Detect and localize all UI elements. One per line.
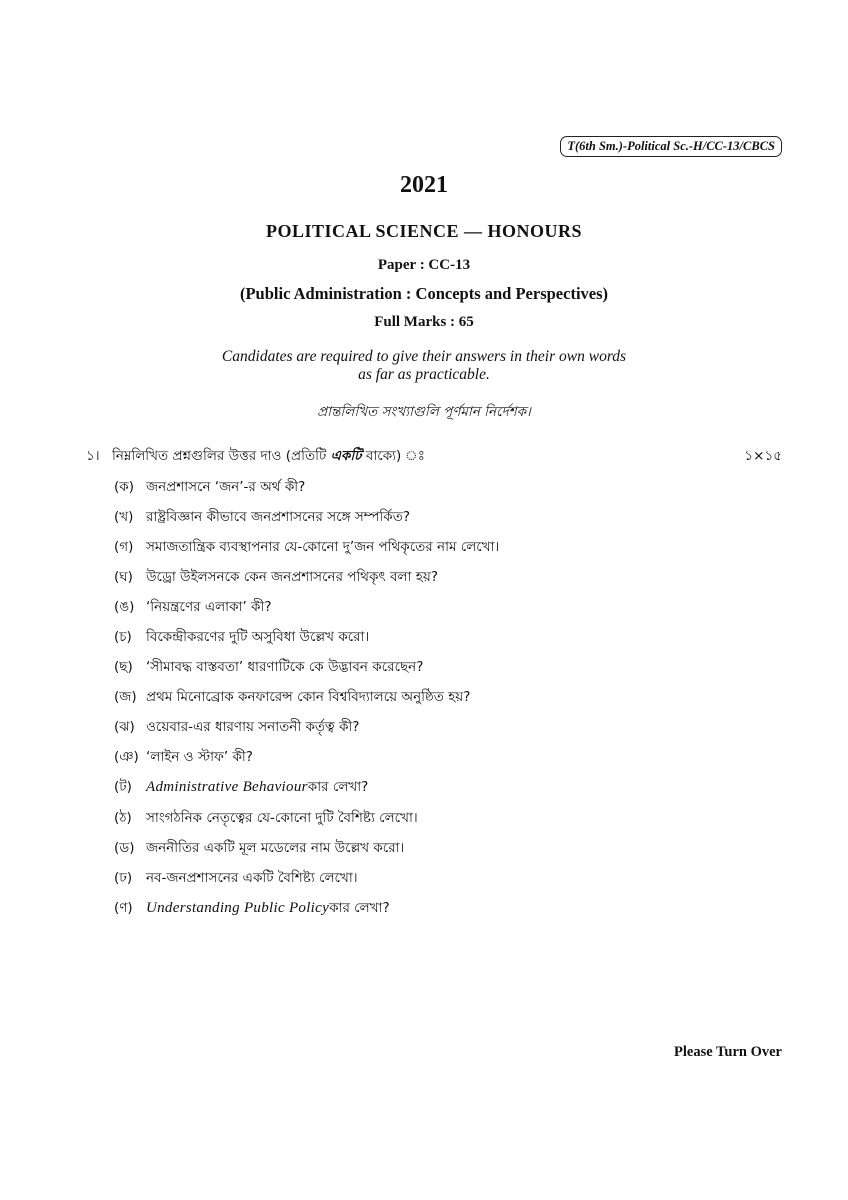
paper-code-badge: T(6th Sm.)-Political Sc.-H/CC-13/CBCS bbox=[560, 136, 782, 157]
item-label: (ঙ) bbox=[114, 598, 135, 615]
item-label: (ঘ) bbox=[114, 568, 133, 585]
instructions bbox=[0, 348, 848, 384]
instruction-line-2: as far as practicable. bbox=[358, 366, 490, 383]
item-label: (গ) bbox=[114, 538, 134, 555]
item-label: (চ) bbox=[114, 629, 132, 646]
item-text: সমাজতান্ত্রিক ব্যবস্থাপনার যে-কোনো দু’জন পথিকৃতের নাম লেখো। bbox=[146, 538, 500, 555]
question-item bbox=[114, 833, 499, 863]
item-text: নব-জনপ্রশাসনের একটি বৈশিষ্ট্য লেখো। bbox=[146, 869, 358, 886]
question-marks: ১×১৫ bbox=[744, 448, 782, 464]
subject-title: POLITICAL SCIENCE — HONOURS bbox=[265, 221, 583, 241]
question-text bbox=[112, 445, 425, 468]
item-label: (ড) bbox=[114, 839, 135, 856]
item-label: (খ) bbox=[114, 508, 134, 525]
question-item bbox=[114, 893, 499, 923]
item-label: (ছ) bbox=[114, 659, 133, 676]
item-text: জনপ্রশাসনে ‘জন’-র অর্থ কী? bbox=[146, 478, 306, 495]
item-text: জননীতির একটি মূল মডেলের নাম উল্লেখ করো। bbox=[146, 839, 405, 856]
item-text: কার লেখা? bbox=[307, 779, 369, 796]
question-item bbox=[114, 803, 499, 833]
question-item bbox=[114, 472, 499, 502]
item-label: (ক) bbox=[114, 478, 134, 495]
question-item bbox=[114, 622, 499, 652]
item-label: (ঢ) bbox=[114, 869, 133, 886]
paper-title: (Public Administration : Concepts and Perspectives) bbox=[239, 284, 609, 303]
question-item bbox=[114, 532, 499, 562]
exam-year: 2021 bbox=[400, 172, 448, 198]
question-item bbox=[114, 653, 499, 683]
question-item bbox=[114, 773, 499, 803]
item-text: প্রথম মিনোব্রোক কনফারেন্স কোন বিশ্ববিদ্যালয়ে অনুষ্ঠিত হয়? bbox=[146, 689, 471, 706]
question-item bbox=[114, 863, 499, 893]
instruction-line-1: Candidates are required to give their answers in their own words bbox=[221, 348, 627, 365]
book-title: Understanding Public Policy bbox=[146, 899, 330, 916]
question-item bbox=[114, 713, 499, 743]
question-item bbox=[114, 743, 499, 773]
paper-number: Paper : CC-13 bbox=[377, 257, 471, 273]
item-text: উড্রো উইলসনকে কেন জনপ্রশাসনের পথিকৃৎ বলা হয়? bbox=[146, 568, 438, 585]
question-items-list bbox=[114, 472, 499, 923]
item-text: ‘সীমাবদ্ধ বাস্তবতা’ ধারণাটিকে কে উদ্ভাবন করেছেন? bbox=[146, 659, 424, 676]
item-text: কার লেখা? bbox=[329, 899, 390, 916]
item-text: রাষ্ট্রবিজ্ঞান কীভাবে জনপ্রশাসনের সঙ্গে সম্পর্কিত? bbox=[146, 508, 410, 525]
question-text-part: নিম্নলিখিত প্রশ্নগুলির উত্তর দাও (প্রতিটি bbox=[112, 448, 331, 464]
question-item bbox=[114, 592, 499, 622]
book-title: Administrative Behaviour bbox=[146, 779, 308, 796]
instruction-bengali: প্রান্তলিখিত সংখ্যাগুলি পূর্ণমান নির্দেশক। bbox=[317, 404, 531, 420]
item-label: (ঠ) bbox=[114, 809, 132, 826]
item-text: ওয়েবার-এর ধারণায় সনাতনী কর্তৃত্ব কী? bbox=[146, 719, 360, 736]
item-text: সাংগঠনিক নেতৃত্বের যে-কোনো দুটি বৈশিষ্ট্য লেখো। bbox=[146, 809, 418, 826]
item-text: ‘লাইন ও স্টাফ’ কী? bbox=[146, 749, 253, 766]
item-text: বিকেন্দ্রীকরণের দুটি অসুবিধা উল্লেখ করো। bbox=[146, 629, 370, 646]
item-label: (ট) bbox=[114, 779, 132, 796]
question-item bbox=[114, 562, 499, 592]
item-label: (জ) bbox=[114, 689, 137, 706]
item-label: (ঞ) bbox=[114, 749, 139, 766]
full-marks: Full Marks : 65 bbox=[374, 314, 474, 330]
item-label: (ঝ) bbox=[114, 719, 135, 736]
question-text-part: বাক্যে) ঃ bbox=[361, 448, 425, 464]
please-turn-over: Please Turn Over bbox=[674, 1044, 782, 1060]
question-item bbox=[114, 502, 499, 532]
question-number: ১। bbox=[86, 448, 100, 464]
question-text-emphasis: একটি bbox=[330, 448, 362, 464]
item-text: ‘নিয়ন্ত্রণের এলাকা’ কী? bbox=[146, 598, 272, 615]
item-label: (ণ) bbox=[114, 899, 133, 916]
question-item bbox=[114, 683, 499, 713]
